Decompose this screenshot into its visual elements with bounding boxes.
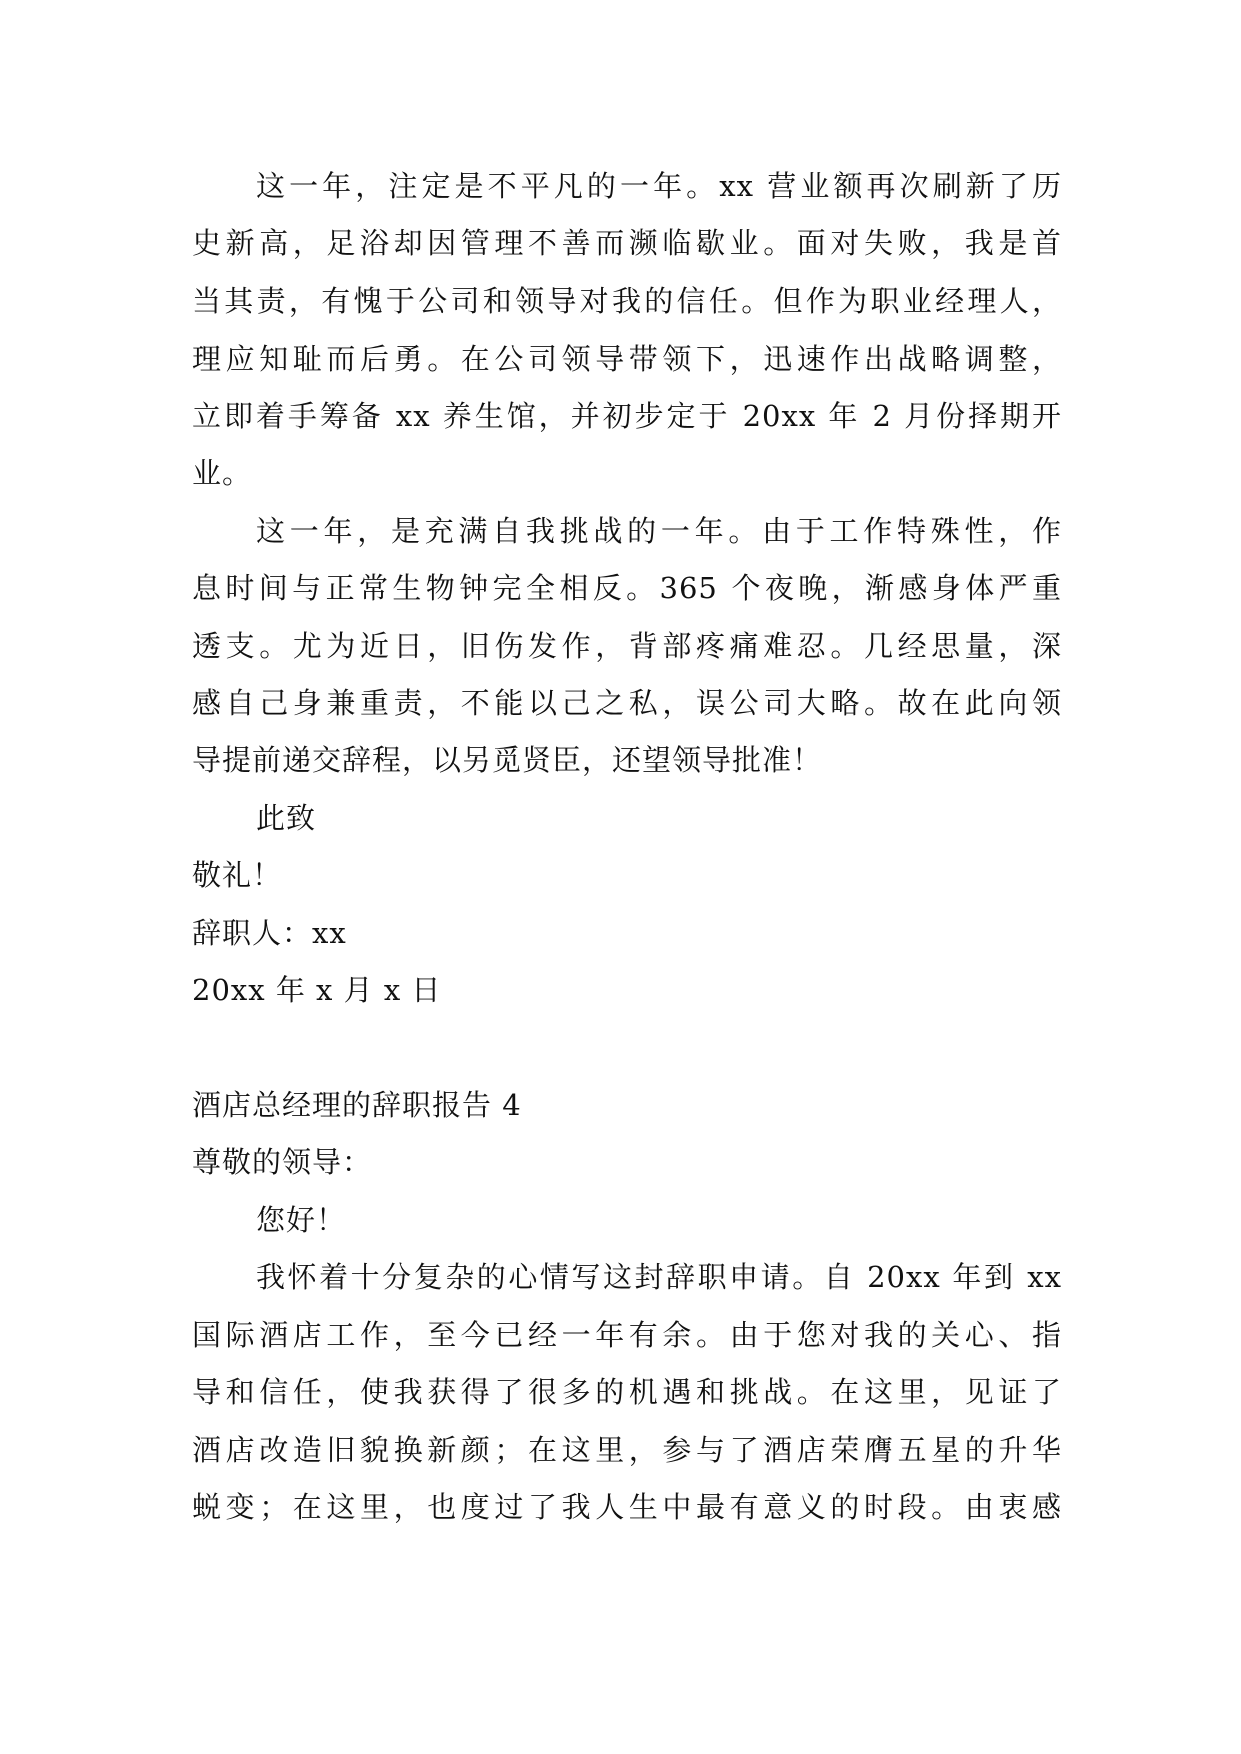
paragraph-line: 理应知耻而后勇。在公司领导带领下，迅速作出战略调整， — [192, 342, 1062, 376]
paragraph-line: 酒店改造旧貌换新颜；在这里，参与了酒店荣膺五星的升华 — [192, 1433, 1062, 1467]
closing-text: 此致 — [256, 801, 317, 835]
paragraph-line: 立即着手筹备 xx 养生馆，并初步定于 20xx 年 2 月份择期开 — [192, 399, 1062, 433]
paragraph-line: 导和信任，使我获得了很多的机遇和挑战。在这里，见证了 — [192, 1375, 1062, 1409]
paragraph-line: 息时间与正常生物钟完全相反。365 个夜晚，渐感身体严重 — [192, 571, 1062, 605]
section-title: 酒店总经理的辞职报告 4 — [192, 1088, 522, 1122]
signer-text: 辞职人：xx — [192, 916, 347, 950]
paragraph-line: 透支。尤为近日，旧伤发作，背部疼痛难忍。几经思量，深 — [192, 629, 1062, 663]
paragraph-line: 业。 — [192, 456, 253, 490]
paragraph-line: 这一年，是充满自我挑战的一年。由于工作特殊性，作 — [256, 514, 1062, 548]
addressee-text: 尊敬的领导： — [192, 1145, 373, 1179]
paragraph-line: 当其责，有愧于公司和领导对我的信任。但作为职业经理人， — [192, 284, 1062, 318]
paragraph-line: 这一年，注定是不平凡的一年。xx 营业额再次刷新了历 — [256, 169, 1062, 203]
salute-text: 敬礼！ — [192, 858, 283, 892]
paragraph-line: 史新高，足浴却因管理不善而濒临歇业。面对失败，我是首 — [192, 226, 1062, 260]
paragraph-line: 国际酒店工作，至今已经一年有余。由于您对我的关心、指 — [192, 1318, 1062, 1352]
paragraph-line: 我怀着十分复杂的心情写这封辞职申请。自 20xx 年到 xx — [256, 1260, 1062, 1294]
greeting-text: 您好！ — [256, 1203, 347, 1237]
date-text: 20xx 年 x 月 x 日 — [192, 973, 442, 1007]
paragraph-line: 蜕变；在这里，也度过了我人生中最有意义的时段。由衷感 — [192, 1490, 1062, 1524]
paragraph-line: 感自己身兼重责，不能以己之私，误公司大略。故在此向领 — [192, 686, 1062, 720]
paragraph-line: 导提前递交辞程，以另觅贤臣，还望领导批准！ — [192, 743, 823, 777]
